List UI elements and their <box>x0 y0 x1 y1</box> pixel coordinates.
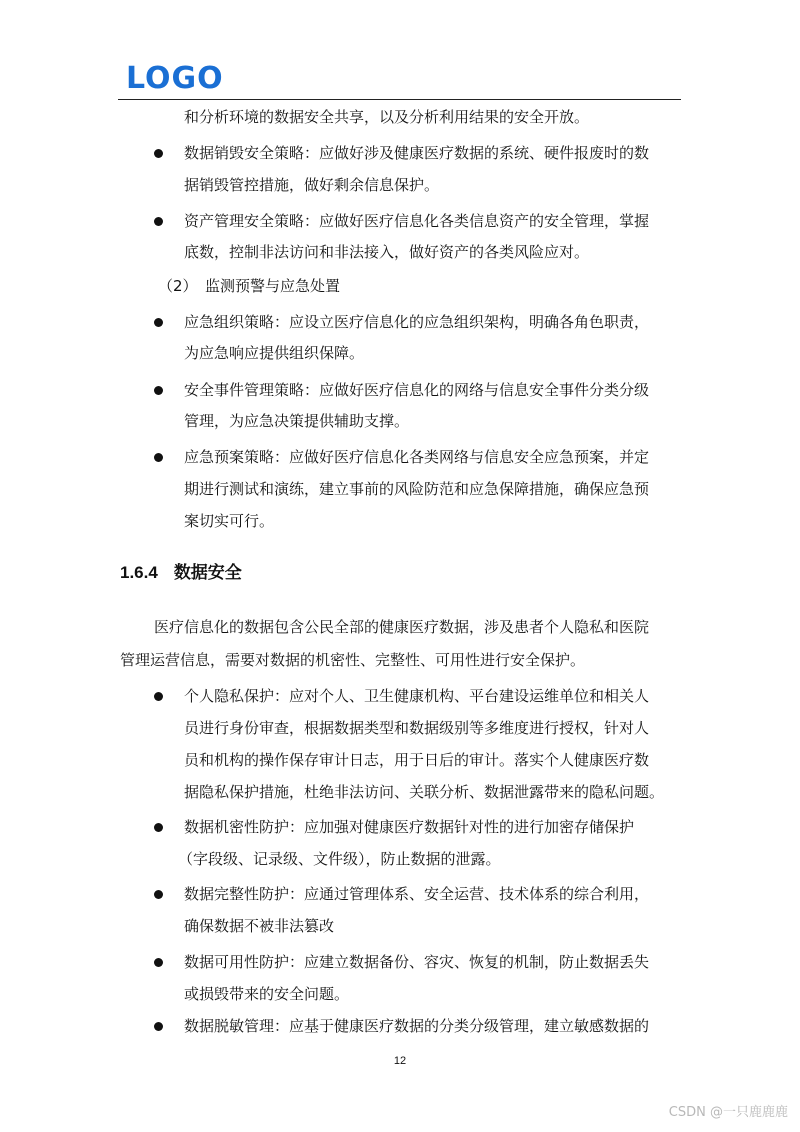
bullet-icon <box>154 1022 163 1031</box>
list-item-line: 为应急响应提供组织保障。 <box>184 344 365 362</box>
bullet-icon <box>154 149 163 158</box>
list-item-line: 案切实可行。 <box>184 512 275 530</box>
bullet-icon <box>154 823 163 832</box>
bullet-icon <box>154 453 163 462</box>
list-item-line: 管理，为应急决策提供辅助支撑。 <box>184 412 410 430</box>
bullet-icon <box>154 958 163 967</box>
bullet-icon <box>154 890 163 899</box>
list-item-line: 个人隐私保护：应对个人、卫生健康机构、平台建设运维单位和相关人 <box>184 687 650 705</box>
list-item-line: 数据可用性防护：应建立数据备份、容灾、恢复的机制，防止数据丢失 <box>184 953 650 971</box>
list-item-line: 底数，控制非法访问和非法接入，做好资产的各类风险应对。 <box>184 243 590 261</box>
paragraph-line: 医疗信息化的数据包含公民全部的健康医疗数据，涉及患者个人隐私和医院 <box>154 618 650 636</box>
list-item-line: 据隐私保护措施，杜绝非法访问、关联分析、数据泄露带来的隐私问题。 <box>184 783 665 801</box>
list-item-line: 数据完整性防护：应通过管理体系、安全运营、技术体系的综合利用， <box>184 885 650 903</box>
bullet-icon <box>154 318 163 327</box>
bullet-icon <box>154 692 163 701</box>
section-heading <box>120 561 242 585</box>
section-number: 1.6.4 <box>120 563 158 582</box>
paragraph-line: 管理运营信息，需要对数据的机密性、完整性、可用性进行安全保护。 <box>120 651 586 669</box>
bullet-icon <box>154 386 163 395</box>
bullet-icon <box>154 217 163 226</box>
list-item-line: 数据销毁安全策略：应做好涉及健康医疗数据的系统、硬件报废时的数 <box>184 144 650 162</box>
list-item-line: 员和机构的操作保存审计日志，用于日后的审计。落实个人健康医疗数 <box>184 751 650 769</box>
list-item-line: 员进行身份审查，根据数据类型和数据级别等多维度进行授权，针对人 <box>184 719 650 737</box>
list-item-line: 期进行测试和演练，建立事前的风险防范和应急保障措施，确保应急预 <box>184 480 650 498</box>
list-item-line: 安全事件管理策略：应做好医疗信息化的网络与信息安全事件分类分级 <box>184 381 650 399</box>
list-item-line: 资产管理安全策略：应做好医疗信息化各类信息资产的安全管理，掌握 <box>184 212 650 230</box>
logo: LOGO <box>126 61 224 96</box>
list-item-line: 据销毁管控措施，做好剩余信息保护。 <box>184 176 440 194</box>
list-item-line: 或损毁带来的安全问题。 <box>184 985 350 1003</box>
list-item-line: 数据脱敏管理：应基于健康医疗数据的分类分级管理，建立敏感数据的 <box>184 1017 650 1035</box>
list-item-line: （字段级、记录级、文件级），防止数据的泄露。 <box>178 850 501 868</box>
list-item-line: 应急组织策略：应设立医疗信息化的应急组织架构，明确各角色职责， <box>184 313 650 331</box>
subsection-title: （2） 监测预警与应急处置 <box>158 277 341 295</box>
list-item-line: 应急预案策略：应做好医疗信息化各类网络与信息安全应急预案，并定 <box>184 448 650 466</box>
list-item-line: 数据机密性防护：应加强对健康医疗数据针对性的进行加密存储保护 <box>184 818 635 836</box>
continued-paragraph-line: 和分析环境的数据安全共享，以及分析利用结果的安全开放。 <box>184 108 590 126</box>
header-divider <box>118 99 681 100</box>
watermark: CSDN @一只鹿鹿鹿 <box>668 1105 788 1120</box>
list-item-line: 确保数据不被非法篡改 <box>184 917 335 935</box>
page-number: 12 <box>393 1055 407 1067</box>
section-title: 数据安全 <box>173 563 242 583</box>
